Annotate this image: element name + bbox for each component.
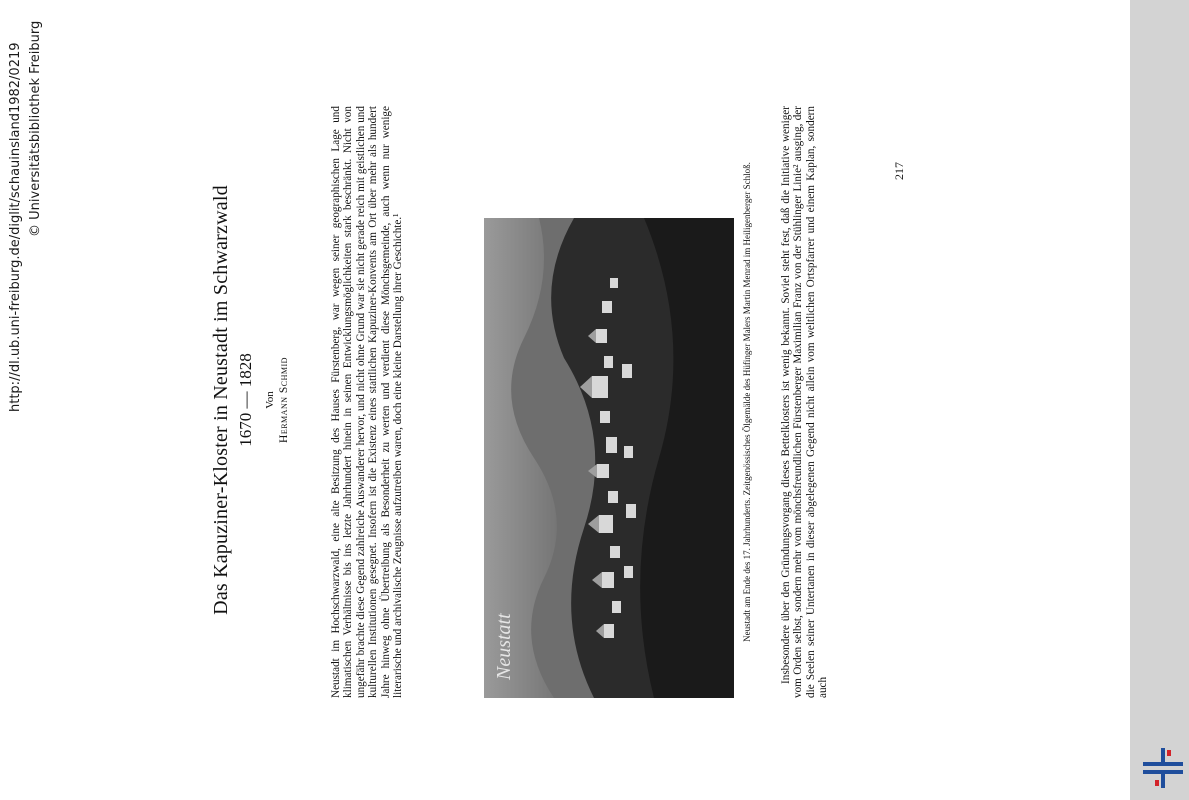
article-title: Das Kapuziner-Kloster in Neustadt im Schwarzwald bbox=[210, 185, 232, 615]
source-url-link[interactable]: http://dl.ub.uni-freiburg.de/diglit/schauinsland1982/0219 bbox=[8, 42, 23, 412]
copyright-notice: © Universitätsbibliothek Freiburg bbox=[28, 20, 43, 237]
author-name: Hermann Schmid bbox=[278, 357, 290, 443]
rotated-page bbox=[180, 60, 906, 740]
body-paragraph: Insbesondere über den Gründungsvorgang dieses Bettelklosters ist wenig bekannt. Soviel steht fest, daß die Initiative weniger vom Orden selbst, sondern mehr vom mönchsfreundlichen Fürstenberger Maximilian Franz von der Stühlinger Linie² ausging, der die Seelen seiner Untertanen in dieser abgelegenen Gegend nicht allein vom weltlichen Ortspfarrer und einem Kaplan, sondern auch bbox=[780, 106, 830, 698]
figure-caption: Neustadt am Ende des 17. Jahrhunderts. Zeitgenössisches Ölgemälde des Hüfinger Malers Martin Menrad im Heiligenberger Schloß. bbox=[742, 162, 752, 642]
painting-illustration bbox=[484, 218, 734, 698]
byline-von: Von bbox=[264, 391, 276, 409]
library-margin-strip bbox=[1130, 0, 1189, 800]
painting-inscription: Neustatt bbox=[493, 613, 515, 680]
article-years: 1670 — 1828 bbox=[236, 353, 255, 447]
page-number: 217 bbox=[892, 162, 906, 180]
university-library-logo bbox=[1143, 748, 1183, 788]
painting-image bbox=[484, 218, 734, 698]
intro-paragraph: Neustadt im Hochschwarzwald, eine alte Besitzung des Hauses Fürstenberg, war wegen seiner geographischen Lage und klimatischen Verhältnisse bis ins letzte Jahrhundert hinein in seinen Entwicklungsmöglichkeiten stark beschränkt. Nicht von ungefähr brachte diese Gegend zahlreiche Auswanderer hervor, und nicht ohne Grund war sie nicht gerade reich mit geistlichen und kulturellen Institutionen gesegnet. Insofern ist die Existenz eines stattlichen Kapuziner-Konvents am Ort über mehr als hundert Jahre hinweg ohne Übertreibung als Besonderheit zu werten und verdient diese Mönchsgemeinde, auch wenn nur wenige literarische und archivalische Zeugnisse aufzutreiben waren, doch eine kleine Darstellung ihrer Geschichte.¹ bbox=[330, 106, 405, 698]
